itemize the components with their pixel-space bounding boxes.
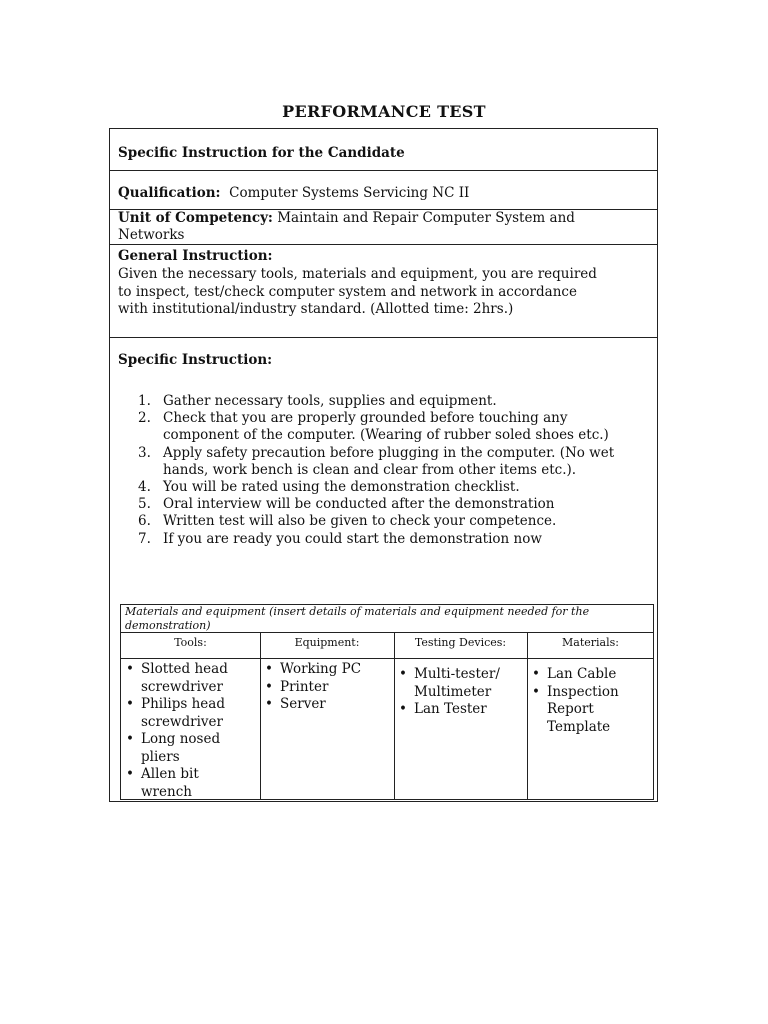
list-item: • Working PC xyxy=(262,661,392,679)
testing-devices-cell xyxy=(396,666,526,719)
unit-of-competency-row xyxy=(110,210,657,245)
header-tools: Tools: xyxy=(174,636,207,649)
materials-equipment-table xyxy=(120,604,654,800)
column-divider xyxy=(260,633,261,799)
qualification-row xyxy=(110,171,657,210)
tools-cell xyxy=(123,661,258,801)
header-materials: Materials: xyxy=(562,636,619,649)
list-item: • Philips head screwdriver xyxy=(123,696,258,731)
general-instruction-line: with institutional/industry standard. (Allotted time: 2hrs.) xyxy=(118,301,514,317)
list-item: 7. If you are ready you could start the demonstration now xyxy=(138,530,542,547)
list-item: 3. Apply safety precaution before plugging in the computer. (No wet hands, work bench is clean and clear from other items etc.). xyxy=(138,444,615,478)
list-item: • Slotted head screwdriver xyxy=(123,661,258,696)
instruction-steps-list xyxy=(138,393,643,548)
list-item: • Lan Tester xyxy=(396,701,526,719)
list-item: • Multi-tester/ Multimeter xyxy=(396,666,526,701)
unit-of-competency-value-line1: Maintain and Repair Computer System and xyxy=(277,210,575,226)
general-instruction-line: to inspect, test/check computer system and network in accordance xyxy=(118,283,577,300)
list-item: • Inspection Report Template xyxy=(529,684,653,737)
specific-instruction-heading: Specific Instruction: xyxy=(118,352,273,368)
general-instruction-row xyxy=(110,245,657,338)
candidate-instruction-heading: Specific Instruction for the Candidate xyxy=(118,145,405,161)
unit-of-competency-label: Unit of Competency: xyxy=(118,210,273,226)
candidate-instruction-row xyxy=(110,129,657,171)
list-item: 1. Gather necessary tools, supplies and equipment. xyxy=(138,393,497,409)
materials-cell xyxy=(529,666,653,736)
equipment-cell xyxy=(262,661,392,714)
specific-instruction-row xyxy=(110,338,657,803)
qualification-value: Computer Systems Servicing NC II xyxy=(229,185,470,201)
list-item: 6. Written test will also be given to check your competence. xyxy=(138,513,557,530)
list-item: 4. You will be rated using the demonstration checklist. xyxy=(138,479,520,496)
list-item: 2. Check that you are properly grounded before touching any component of the computer. (Wearing of rubber soled shoes etc.) xyxy=(138,410,609,444)
list-item: • Allen bit wrench xyxy=(123,766,258,801)
general-instruction-heading: General Instruction: xyxy=(118,248,273,264)
qualification-label: Qualification: xyxy=(118,185,221,201)
list-item: • Long nosed pliers xyxy=(123,731,258,766)
header-testing-devices: Testing Devices: xyxy=(414,636,507,649)
column-divider xyxy=(394,633,395,799)
page-title: PERFORMANCE TEST xyxy=(282,102,486,121)
general-instruction-text xyxy=(118,266,645,319)
column-divider xyxy=(527,633,528,799)
list-item: • Lan Cable xyxy=(529,666,653,684)
materials-header-row xyxy=(121,633,653,659)
general-instruction-line: Given the necessary tools, materials and equipment, you are required xyxy=(118,266,597,282)
list-item: 5. Oral interview will be conducted after the demonstration xyxy=(138,496,555,513)
header-equipment: Equipment: xyxy=(294,636,360,649)
list-item: • Server xyxy=(262,696,392,714)
unit-of-competency-value-line2: Networks xyxy=(118,227,185,243)
materials-caption: Materials and equipment (insert details of materials and equipment needed for the demonstration) xyxy=(121,605,653,633)
list-item: • Printer xyxy=(262,679,392,697)
performance-test-table xyxy=(109,128,658,802)
